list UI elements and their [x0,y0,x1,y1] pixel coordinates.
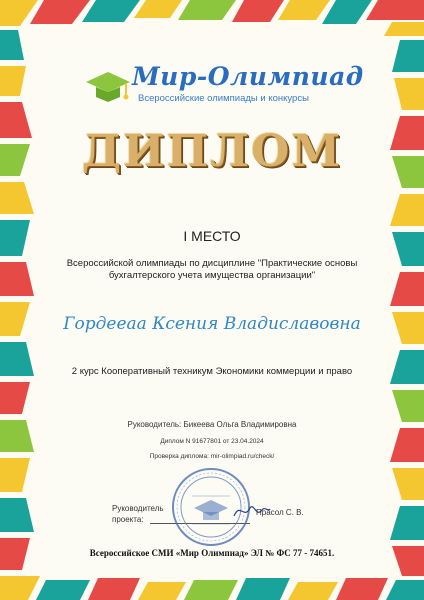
border-top [0,0,424,36]
border-bottom [0,576,424,600]
place-award: I МЕСТО [183,228,241,244]
recipient-name: Гордееаа Ксения Владиславовна [63,314,361,334]
signer-name: Прасол С. В. [256,508,304,517]
course-institution: 2 курс Кооперативный техникум Экономики коммерции и право [71,366,353,377]
border-right [390,40,424,576]
supervisor-line: Руководитель: Бикеева Ольга Владимировна [127,420,297,429]
graduation-cap-icon [82,60,138,108]
discipline-text: Всероссийской олимпиады по дисциплине "Практические основы бухгалтерского учета имущества организации" [66,258,358,281]
site-logo [82,60,364,112]
diploma-title: ДИПЛОМ [81,126,343,177]
signature-label: Руководитель проекта: [112,504,164,524]
border-left [0,30,34,570]
footer-registration: Всероссийское СМИ «Мир Олимпиад» ЭЛ № ФС 77 - 74651. [89,548,335,558]
diploma-number: Диплом N 91677801 от 23.04.2024 [160,438,264,445]
logo-title: Мир-Олимпиад [132,62,364,91]
verification-link: Проверка диплома: mir-olimpiad.ru/check/ [149,453,275,460]
logo-subtitle: Всероссийские олимпиады и конкурсы [138,93,309,104]
